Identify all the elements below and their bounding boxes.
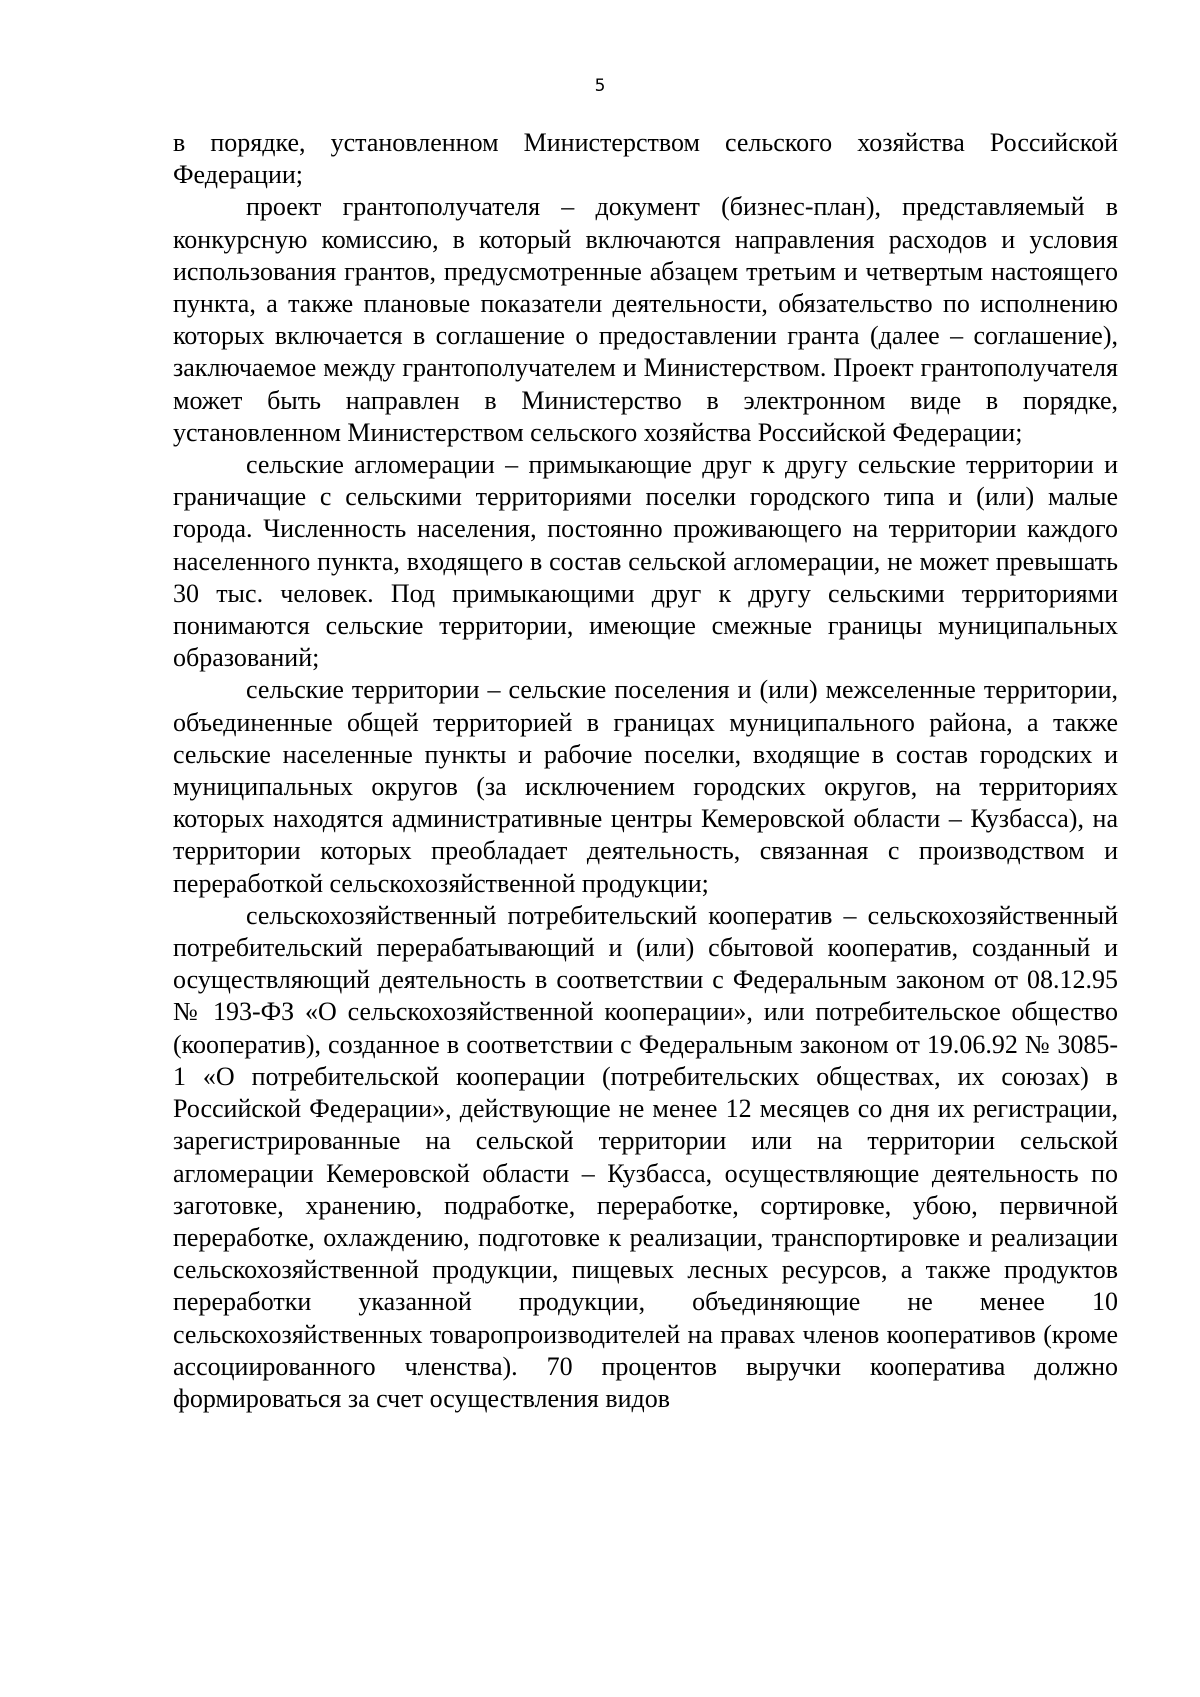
paragraph: сельские территории – сельские поселения и (или) межселенные территории, объединенные общей территорией в границах муниципального района, а также сельские населенные пункты и рабочие поселки, входящие в состав городских и муниципальных округов (за исключением городских округов, на территориях которых находятся административные центры Кемеровской области – Кузбасса), на территории которых преобладает деятельность, связанная с производством и переработкой сельскохозяйственной продукции; [173,675,1118,898]
paragraph: сельские агломерации – примыкающие друг к другу сельские территории и граничащие с сельскими территориями поселки городского типа и (или) малые города. Численность населения, постоянно проживающего на территории каждого населенного пункта, входящего в состав сельской агломерации, не может превышать 30 тыс. человек. Под примыкающими друг к другу сельскими территориями понимаются сельские территории, имеющие смежные границы муниципальных образований; [173,450,1118,673]
document-body [173,127,1118,1415]
paragraph: проект грантополучателя – документ (бизнес-план), представляемый в конкурсную комиссию, в который включаются направления расходов и условия использования грантов, предусмотренные абзацем третьим и четвертым настоящего пункта, а также плановые показатели деятельности, обязательство по исполнению которых включается в соглашение о предоставлении гранта (далее – соглашение), заключаемое между грантополучателем и Министерством. Проект грантополучателя может быть направлен в Министерство в электронном виде в порядке, установленном Министерством сельского хозяйства Российской Федерации; [173,192,1118,447]
page-number: 5 [594,76,606,96]
paragraph: в порядке, установленном Министерством сельского хозяйства Российской Федерации; [173,128,1118,190]
paragraph: сельскохозяйственный потребительский кооператив – сельскохозяйственный потребительский перерабатывающий и (или) сбытовой кооператив, созданный и осуществляющий деятельность в соответствии с Федеральным законом от 08.12.95 № 193-ФЗ «О сельскохозяйственной кооперации», или потребительское общество (кооператив), созданное в соответствии с Федеральным законом от 19.06.92 № 3085-1 «О потребительской кооперации (потребительских обществах, их союзах) в Российской Федерации», действующие не менее 12 месяцев со дня их регистрации, зарегистрированные на сельской территории или на территории сельской агломерации Кемеровской области – Кузбасса, осуществляющие деятельность по заготовке, хранению, подработке, переработке, сортировке, убою, первичной переработке, охлаждению, подготовке к реализации, транспортировке и реализации сельскохозяйственной продукции, пищевых лесных ресурсов, а также продуктов переработки указанной продукции, объединяющие не менее 10 сельскохозяйственных товаропроизводителей на правах членов кооперативов (кроме ассоциированного членства). 70 процентов выручки кооператива должно формироваться за счет осуществления видов [173,900,1118,1413]
